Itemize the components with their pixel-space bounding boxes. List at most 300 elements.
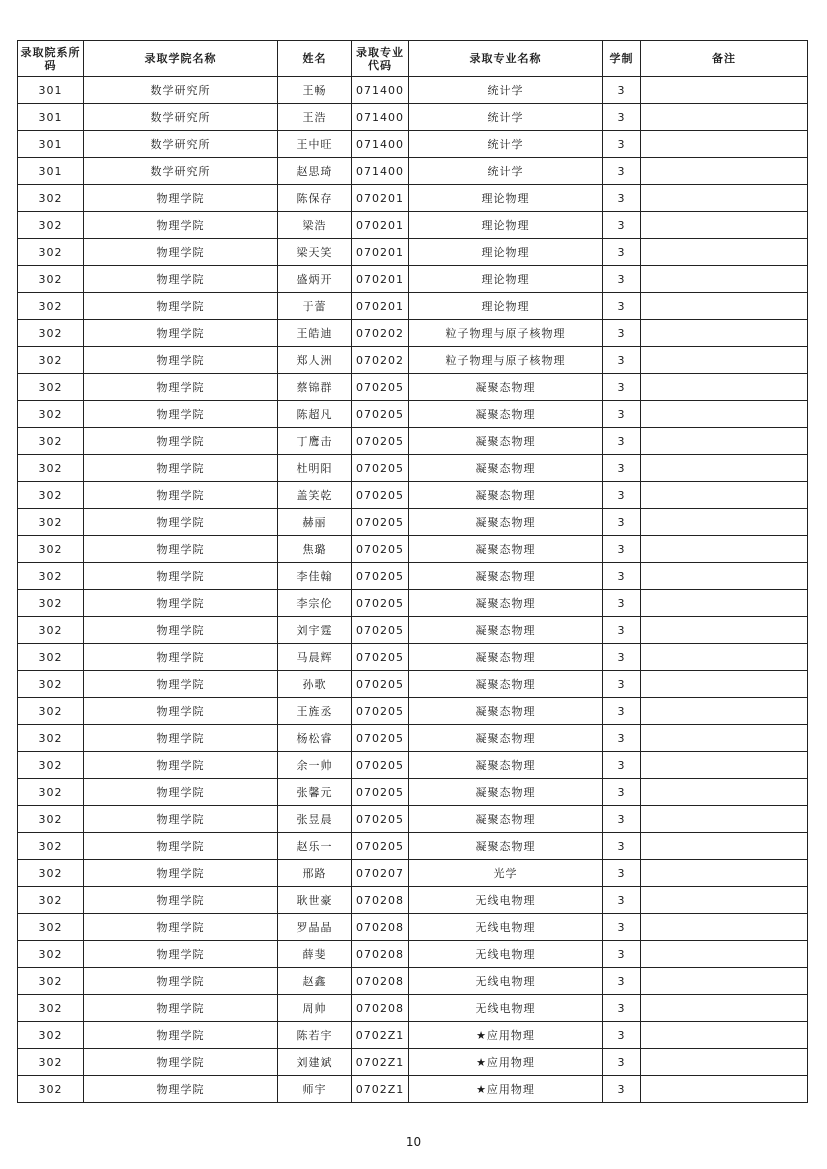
duration-cell: 3 <box>603 239 641 266</box>
duration-cell: 3 <box>603 617 641 644</box>
college-name-cell: 物理学院 <box>84 347 278 374</box>
college-name-cell: 物理学院 <box>84 671 278 698</box>
remarks-cell <box>641 563 808 590</box>
table-row <box>18 374 808 401</box>
major-code-cell: 070208 <box>352 968 409 995</box>
college-name-cell: 物理学院 <box>84 212 278 239</box>
page-number: 10 <box>405 1135 422 1149</box>
table-row <box>18 131 808 158</box>
remarks-cell <box>641 590 808 617</box>
major-code-cell: 070201 <box>352 293 409 320</box>
student-name-cell: 师宇 <box>278 1076 352 1103</box>
remarks-cell <box>641 374 808 401</box>
college-name-cell: 物理学院 <box>84 185 278 212</box>
major-code-cell: 070205 <box>352 590 409 617</box>
header-remarks: 备注 <box>641 41 808 77</box>
major-code-cell: 070202 <box>352 347 409 374</box>
college-name-cell: 物理学院 <box>84 617 278 644</box>
college-name-cell: 物理学院 <box>84 374 278 401</box>
duration-cell: 3 <box>603 401 641 428</box>
major-code-cell: 070205 <box>352 806 409 833</box>
major-name-cell: 凝聚态物理 <box>409 671 603 698</box>
duration-cell: 3 <box>603 158 641 185</box>
college-name-cell: 物理学院 <box>84 914 278 941</box>
college-name-cell: 数学研究所 <box>84 158 278 185</box>
student-name-cell: 李宗伦 <box>278 590 352 617</box>
duration-cell: 3 <box>603 860 641 887</box>
student-name-cell: 王皓迪 <box>278 320 352 347</box>
student-name-cell: 于蕾 <box>278 293 352 320</box>
table-row <box>18 239 808 266</box>
table-row <box>18 806 808 833</box>
college-name-cell: 物理学院 <box>84 887 278 914</box>
college-name-cell: 数学研究所 <box>84 104 278 131</box>
table-row <box>18 293 808 320</box>
duration-cell: 3 <box>603 212 641 239</box>
major-name-cell: 光学 <box>409 860 603 887</box>
student-name-cell: 张昱晨 <box>278 806 352 833</box>
major-code-cell: 070205 <box>352 833 409 860</box>
dept-code-cell: 302 <box>18 725 84 752</box>
dept-code-cell: 302 <box>18 860 84 887</box>
major-code-cell: 071400 <box>352 104 409 131</box>
dept-code-cell: 302 <box>18 1022 84 1049</box>
table-row <box>18 644 808 671</box>
student-name-cell: 赫丽 <box>278 509 352 536</box>
duration-cell: 3 <box>603 482 641 509</box>
student-name-cell: 陈若宇 <box>278 1022 352 1049</box>
duration-cell: 3 <box>603 887 641 914</box>
major-name-cell: 无线电物理 <box>409 968 603 995</box>
major-name-cell: 凝聚态物理 <box>409 725 603 752</box>
college-name-cell: 物理学院 <box>84 266 278 293</box>
dept-code-cell: 302 <box>18 914 84 941</box>
major-code-cell: 070205 <box>352 644 409 671</box>
table-row <box>18 563 808 590</box>
student-name-cell: 耿世豪 <box>278 887 352 914</box>
major-code-cell: 070202 <box>352 320 409 347</box>
student-name-cell: 杨松睿 <box>278 725 352 752</box>
table-row <box>18 1076 808 1103</box>
remarks-cell <box>641 239 808 266</box>
major-code-cell: 071400 <box>352 158 409 185</box>
major-name-cell: 凝聚态物理 <box>409 590 603 617</box>
student-name-cell: 陈超凡 <box>278 401 352 428</box>
major-name-cell: 粒子物理与原子核物理 <box>409 347 603 374</box>
remarks-cell <box>641 1049 808 1076</box>
duration-cell: 3 <box>603 104 641 131</box>
student-name-cell: 刘建斌 <box>278 1049 352 1076</box>
college-name-cell: 物理学院 <box>84 725 278 752</box>
duration-cell: 3 <box>603 1022 641 1049</box>
remarks-cell <box>641 671 808 698</box>
student-name-cell: 盛炳开 <box>278 266 352 293</box>
table-row <box>18 887 808 914</box>
duration-cell: 3 <box>603 914 641 941</box>
student-name-cell: 丁鹰击 <box>278 428 352 455</box>
major-code-cell: 070205 <box>352 671 409 698</box>
dept-code-cell: 302 <box>18 995 84 1022</box>
duration-cell: 3 <box>603 374 641 401</box>
dept-code-cell: 302 <box>18 482 84 509</box>
header-major-name: 录取专业名称 <box>409 41 603 77</box>
major-name-cell: 凝聚态物理 <box>409 617 603 644</box>
remarks-cell <box>641 779 808 806</box>
major-name-cell: 凝聚态物理 <box>409 698 603 725</box>
dept-code-cell: 302 <box>18 320 84 347</box>
college-name-cell: 物理学院 <box>84 401 278 428</box>
duration-cell: 3 <box>603 455 641 482</box>
remarks-cell <box>641 1076 808 1103</box>
header-dept-code: 录取院系所码 <box>18 41 84 77</box>
student-name-cell: 焦璐 <box>278 536 352 563</box>
duration-cell: 3 <box>603 644 641 671</box>
dept-code-cell: 302 <box>18 239 84 266</box>
major-code-cell: 070205 <box>352 563 409 590</box>
header-student-name: 姓名 <box>278 41 352 77</box>
dept-code-cell: 301 <box>18 131 84 158</box>
major-name-cell: 凝聚态物理 <box>409 779 603 806</box>
dept-code-cell: 302 <box>18 887 84 914</box>
student-name-cell: 邢路 <box>278 860 352 887</box>
dept-code-cell: 302 <box>18 644 84 671</box>
college-name-cell: 物理学院 <box>84 860 278 887</box>
major-code-cell: 070208 <box>352 995 409 1022</box>
table-row <box>18 455 808 482</box>
remarks-cell <box>641 482 808 509</box>
remarks-cell <box>641 887 808 914</box>
major-name-cell: 统计学 <box>409 158 603 185</box>
remarks-cell <box>641 293 808 320</box>
table-row <box>18 968 808 995</box>
major-name-cell: 统计学 <box>409 131 603 158</box>
dept-code-cell: 302 <box>18 779 84 806</box>
dept-code-cell: 302 <box>18 833 84 860</box>
dept-code-cell: 302 <box>18 401 84 428</box>
major-code-cell: 070205 <box>352 482 409 509</box>
major-code-cell: 070207 <box>352 860 409 887</box>
major-code-cell: 071400 <box>352 131 409 158</box>
major-name-cell: 理论物理 <box>409 266 603 293</box>
student-name-cell: 罗晶晶 <box>278 914 352 941</box>
dept-code-cell: 302 <box>18 266 84 293</box>
major-name-cell: 无线电物理 <box>409 941 603 968</box>
college-name-cell: 物理学院 <box>84 590 278 617</box>
remarks-cell <box>641 644 808 671</box>
major-name-cell: 凝聚态物理 <box>409 833 603 860</box>
duration-cell: 3 <box>603 806 641 833</box>
header-duration: 学制 <box>603 41 641 77</box>
major-code-cell: 0702Z1 <box>352 1022 409 1049</box>
remarks-cell <box>641 347 808 374</box>
duration-cell: 3 <box>603 347 641 374</box>
table-row <box>18 428 808 455</box>
table-row <box>18 698 808 725</box>
remarks-cell <box>641 509 808 536</box>
college-name-cell: 物理学院 <box>84 320 278 347</box>
major-name-cell: ★应用物理 <box>409 1076 603 1103</box>
remarks-cell <box>641 320 808 347</box>
college-name-cell: 数学研究所 <box>84 131 278 158</box>
major-code-cell: 070201 <box>352 212 409 239</box>
student-name-cell: 张馨元 <box>278 779 352 806</box>
major-code-cell: 070205 <box>352 374 409 401</box>
student-name-cell: 余一帅 <box>278 752 352 779</box>
remarks-cell <box>641 212 808 239</box>
table-row <box>18 77 808 104</box>
remarks-cell <box>641 185 808 212</box>
table-row <box>18 617 808 644</box>
student-name-cell: 郑人洲 <box>278 347 352 374</box>
student-name-cell: 赵思琦 <box>278 158 352 185</box>
table-row <box>18 104 808 131</box>
remarks-cell <box>641 131 808 158</box>
college-name-cell: 物理学院 <box>84 995 278 1022</box>
major-name-cell: 无线电物理 <box>409 887 603 914</box>
college-name-cell: 物理学院 <box>84 293 278 320</box>
dept-code-cell: 302 <box>18 374 84 401</box>
header-row <box>18 41 808 77</box>
major-code-cell: 070205 <box>352 455 409 482</box>
major-code-cell: 070205 <box>352 401 409 428</box>
college-name-cell: 物理学院 <box>84 428 278 455</box>
remarks-cell <box>641 725 808 752</box>
student-name-cell: 赵鑫 <box>278 968 352 995</box>
table-row <box>18 671 808 698</box>
major-code-cell: 070205 <box>352 428 409 455</box>
college-name-cell: 物理学院 <box>84 1049 278 1076</box>
major-name-cell: 凝聚态物理 <box>409 428 603 455</box>
college-name-cell: 物理学院 <box>84 752 278 779</box>
duration-cell: 3 <box>603 698 641 725</box>
table-row <box>18 320 808 347</box>
major-name-cell: 统计学 <box>409 77 603 104</box>
student-name-cell: 王畅 <box>278 77 352 104</box>
remarks-cell <box>641 428 808 455</box>
table-row <box>18 1049 808 1076</box>
duration-cell: 3 <box>603 1049 641 1076</box>
duration-cell: 3 <box>603 671 641 698</box>
student-name-cell: 梁天笑 <box>278 239 352 266</box>
table-row <box>18 941 808 968</box>
remarks-cell <box>641 860 808 887</box>
major-name-cell: 凝聚态物理 <box>409 563 603 590</box>
table-row <box>18 482 808 509</box>
major-code-cell: 071400 <box>352 77 409 104</box>
dept-code-cell: 302 <box>18 1049 84 1076</box>
header-college-name: 录取学院名称 <box>84 41 278 77</box>
remarks-cell <box>641 1022 808 1049</box>
remarks-cell <box>641 266 808 293</box>
major-code-cell: 070208 <box>352 887 409 914</box>
major-name-cell: 凝聚态物理 <box>409 752 603 779</box>
remarks-cell <box>641 941 808 968</box>
dept-code-cell: 302 <box>18 455 84 482</box>
major-code-cell: 070205 <box>352 752 409 779</box>
duration-cell: 3 <box>603 752 641 779</box>
college-name-cell: 物理学院 <box>84 698 278 725</box>
dept-code-cell: 301 <box>18 77 84 104</box>
student-name-cell: 王中旺 <box>278 131 352 158</box>
remarks-cell <box>641 617 808 644</box>
duration-cell: 3 <box>603 725 641 752</box>
remarks-cell <box>641 77 808 104</box>
dept-code-cell: 302 <box>18 293 84 320</box>
header-major-code: 录取专业代码 <box>352 41 409 77</box>
dept-code-cell: 302 <box>18 968 84 995</box>
student-name-cell: 刘宇霆 <box>278 617 352 644</box>
table-row <box>18 860 808 887</box>
table-row <box>18 347 808 374</box>
major-code-cell: 070201 <box>352 266 409 293</box>
student-name-cell: 马晨辉 <box>278 644 352 671</box>
remarks-cell <box>641 752 808 779</box>
major-code-cell: 070201 <box>352 185 409 212</box>
duration-cell: 3 <box>603 590 641 617</box>
remarks-cell <box>641 536 808 563</box>
student-name-cell: 李佳翰 <box>278 563 352 590</box>
table-row <box>18 779 808 806</box>
major-name-cell: 凝聚态物理 <box>409 806 603 833</box>
dept-code-cell: 302 <box>18 563 84 590</box>
dept-code-cell: 302 <box>18 752 84 779</box>
dept-code-cell: 302 <box>18 428 84 455</box>
dept-code-cell: 302 <box>18 1076 84 1103</box>
student-name-cell: 梁浩 <box>278 212 352 239</box>
major-code-cell: 070205 <box>352 509 409 536</box>
duration-cell: 3 <box>603 509 641 536</box>
college-name-cell: 物理学院 <box>84 509 278 536</box>
major-code-cell: 070205 <box>352 536 409 563</box>
major-code-cell: 070205 <box>352 698 409 725</box>
duration-cell: 3 <box>603 833 641 860</box>
college-name-cell: 物理学院 <box>84 455 278 482</box>
dept-code-cell: 301 <box>18 104 84 131</box>
table-row <box>18 212 808 239</box>
dept-code-cell: 302 <box>18 185 84 212</box>
table-header <box>18 41 808 77</box>
student-name-cell: 周帅 <box>278 995 352 1022</box>
duration-cell: 3 <box>603 293 641 320</box>
dept-code-cell: 302 <box>18 941 84 968</box>
major-name-cell: 理论物理 <box>409 239 603 266</box>
table-row <box>18 536 808 563</box>
major-code-cell: 070208 <box>352 941 409 968</box>
major-name-cell: 理论物理 <box>409 185 603 212</box>
dept-code-cell: 302 <box>18 536 84 563</box>
student-name-cell: 王旌丞 <box>278 698 352 725</box>
student-name-cell: 孙歌 <box>278 671 352 698</box>
admission-table <box>17 40 808 1103</box>
major-name-cell: 统计学 <box>409 104 603 131</box>
major-name-cell: ★应用物理 <box>409 1049 603 1076</box>
major-name-cell: 凝聚态物理 <box>409 644 603 671</box>
college-name-cell: 物理学院 <box>84 536 278 563</box>
dept-code-cell: 302 <box>18 806 84 833</box>
major-code-cell: 0702Z1 <box>352 1076 409 1103</box>
remarks-cell <box>641 401 808 428</box>
duration-cell: 3 <box>603 428 641 455</box>
remarks-cell <box>641 968 808 995</box>
duration-cell: 3 <box>603 941 641 968</box>
duration-cell: 3 <box>603 77 641 104</box>
college-name-cell: 物理学院 <box>84 644 278 671</box>
major-name-cell: 凝聚态物理 <box>409 536 603 563</box>
college-name-cell: 物理学院 <box>84 239 278 266</box>
table-row <box>18 725 808 752</box>
college-name-cell: 物理学院 <box>84 833 278 860</box>
college-name-cell: 物理学院 <box>84 482 278 509</box>
table-row <box>18 833 808 860</box>
major-name-cell: 粒子物理与原子核物理 <box>409 320 603 347</box>
table-row <box>18 914 808 941</box>
major-code-cell: 070205 <box>352 779 409 806</box>
college-name-cell: 物理学院 <box>84 779 278 806</box>
college-name-cell: 数学研究所 <box>84 77 278 104</box>
remarks-cell <box>641 833 808 860</box>
major-name-cell: 凝聚态物理 <box>409 482 603 509</box>
student-name-cell: 薛斐 <box>278 941 352 968</box>
table-row <box>18 266 808 293</box>
major-name-cell: 凝聚态物理 <box>409 374 603 401</box>
duration-cell: 3 <box>603 185 641 212</box>
major-name-cell: 无线电物理 <box>409 995 603 1022</box>
duration-cell: 3 <box>603 266 641 293</box>
student-name-cell: 杜明阳 <box>278 455 352 482</box>
dept-code-cell: 302 <box>18 509 84 536</box>
dept-code-cell: 302 <box>18 671 84 698</box>
student-name-cell: 赵乐一 <box>278 833 352 860</box>
table-row <box>18 158 808 185</box>
major-code-cell: 070208 <box>352 914 409 941</box>
major-name-cell: ★应用物理 <box>409 1022 603 1049</box>
table-row <box>18 752 808 779</box>
duration-cell: 3 <box>603 563 641 590</box>
student-name-cell: 陈保存 <box>278 185 352 212</box>
college-name-cell: 物理学院 <box>84 941 278 968</box>
dept-code-cell: 302 <box>18 212 84 239</box>
remarks-cell <box>641 806 808 833</box>
remarks-cell <box>641 455 808 482</box>
dept-code-cell: 302 <box>18 617 84 644</box>
table-row <box>18 590 808 617</box>
college-name-cell: 物理学院 <box>84 806 278 833</box>
student-name-cell: 王浩 <box>278 104 352 131</box>
table-row <box>18 185 808 212</box>
remarks-cell <box>641 104 808 131</box>
dept-code-cell: 301 <box>18 158 84 185</box>
duration-cell: 3 <box>603 320 641 347</box>
table-row <box>18 401 808 428</box>
major-name-cell: 理论物理 <box>409 212 603 239</box>
major-code-cell: 070205 <box>352 617 409 644</box>
major-name-cell: 凝聚态物理 <box>409 455 603 482</box>
student-name-cell: 盖笑乾 <box>278 482 352 509</box>
table-row <box>18 509 808 536</box>
dept-code-cell: 302 <box>18 698 84 725</box>
college-name-cell: 物理学院 <box>84 1076 278 1103</box>
duration-cell: 3 <box>603 779 641 806</box>
major-name-cell: 无线电物理 <box>409 914 603 941</box>
remarks-cell <box>641 698 808 725</box>
remarks-cell <box>641 158 808 185</box>
major-code-cell: 070201 <box>352 239 409 266</box>
duration-cell: 3 <box>603 968 641 995</box>
duration-cell: 3 <box>603 995 641 1022</box>
remarks-cell <box>641 914 808 941</box>
duration-cell: 3 <box>603 131 641 158</box>
major-name-cell: 凝聚态物理 <box>409 509 603 536</box>
